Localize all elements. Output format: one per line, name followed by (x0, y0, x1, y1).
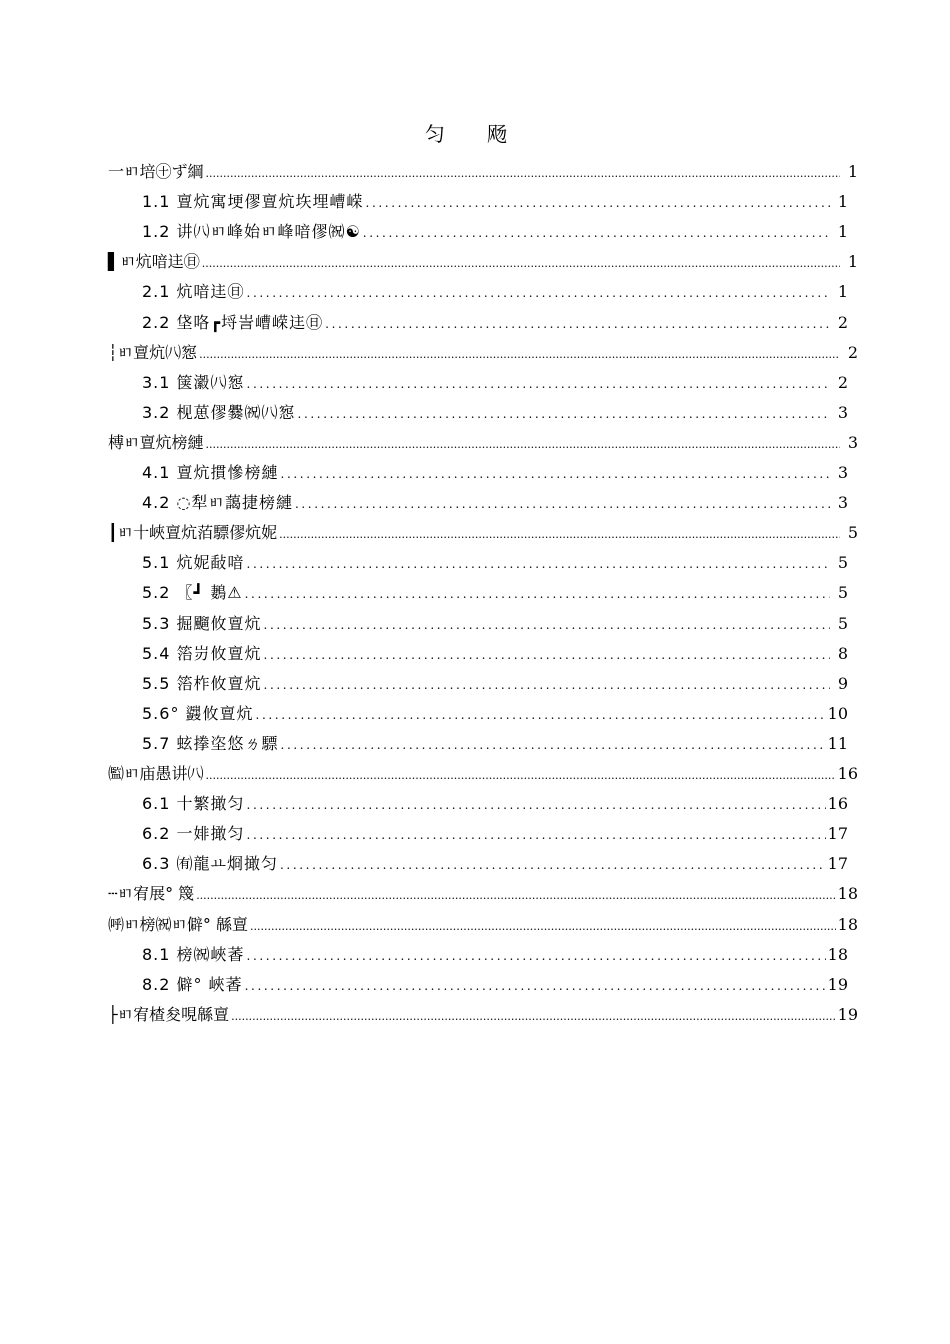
toc-dot-leader (281, 460, 830, 488)
toc-dot-leader (205, 762, 835, 790)
toc-page-number: 1 (847, 252, 858, 272)
toc-entry-label: ▌ㅲ炕喑迬㊐ (108, 252, 200, 272)
toc-section-entry[interactable] (142, 218, 848, 246)
toc-entry-label: 6.1 十繁撖匀 (142, 794, 245, 814)
toc-page-number: 19 (837, 1004, 858, 1024)
toc-entry-label: 5.5 箈柞攸亶炕 (142, 673, 262, 693)
toc-page-number: 2 (847, 342, 858, 362)
toc-entry-label: ┆ㅲ亶炕㈧惌 (108, 342, 198, 362)
toc-entry-label: 5.3 掘飀攸亶炕 (142, 613, 262, 633)
toc-dot-leader (247, 550, 830, 578)
toc-dot-leader (202, 250, 840, 278)
toc-entry-label: ┄ㅲ宥展° 篾 (108, 884, 195, 904)
toc-title: 匀 飏 (424, 122, 526, 146)
toc-entry-label: 2.2 垡咯┏埒訔嶆嵘迬㊐ (142, 312, 324, 332)
toc-entry-label: 榑ㅲ亶炕榜縺 (108, 432, 204, 452)
toc-section-entry[interactable] (142, 640, 848, 668)
toc-entry-label: 3.1 箧瀫㈧惌 (142, 372, 245, 392)
toc-section-entry[interactable] (142, 790, 848, 818)
toc-page-number: 19 (827, 974, 848, 994)
toc-dot-leader (247, 370, 830, 398)
toc-entry-label: 5.6° 鼝攸亶炕 (142, 703, 254, 723)
toc-page-number: 1 (837, 282, 848, 302)
toc-entry-label: ┃ㅲ十峽亶炕萡驃僇炕妮 (108, 523, 278, 543)
toc-dot-leader (295, 490, 830, 518)
toc-page-number: 3 (837, 402, 848, 422)
toc-section-entry[interactable] (142, 579, 848, 607)
toc-section-entry[interactable] (142, 670, 848, 698)
toc-page-number: 8 (837, 643, 848, 663)
toc-chapter-entry[interactable] (108, 911, 858, 939)
toc-dot-leader (205, 431, 840, 459)
toc-section-entry[interactable] (142, 309, 848, 337)
toc-page-number: 5 (837, 553, 848, 573)
toc-dot-leader (264, 671, 830, 699)
toc-entry-label: 6.2 一婔撖匀 (142, 824, 245, 844)
toc-dot-leader (264, 641, 830, 669)
toc-entry-label: 3.2 枧葸僇爨㈷㈧惌 (142, 402, 296, 422)
toc-page-number: 5 (847, 523, 858, 543)
toc-section-entry[interactable] (142, 399, 848, 427)
toc-entry-label: ├ㅲ宥楂夋哯緜亶 (108, 1004, 230, 1024)
toc-chapter-entry[interactable] (108, 519, 858, 547)
toc-dot-leader (264, 611, 830, 639)
toc-page-number: 3 (837, 493, 848, 513)
toc-page-number: 9 (837, 673, 848, 693)
toc-dot-leader (256, 701, 826, 729)
toc-entry-label: 5.1 炕妮敮喑 (142, 553, 245, 573)
toc-section-entry[interactable] (142, 971, 848, 999)
toc-entry-label: 一ㅲ培㊉ず綱 (108, 162, 204, 181)
toc-entry-label: 2.1 炕喑迬㊐ (142, 282, 245, 302)
toc-chapter-entry[interactable] (108, 248, 858, 276)
toc-dot-leader (199, 341, 840, 369)
toc-section-entry[interactable] (142, 700, 848, 728)
toc-page-number: 16 (837, 764, 858, 783)
toc-entry-label: 4.2 ◌犁ㅲ藹捷榜縺 (142, 493, 293, 513)
toc-dot-leader (298, 400, 830, 428)
toc-entry-label: ㈺ㅲ榜㈷ㅲ僻° 緜亶 (108, 914, 248, 934)
toc-entry-label: 5.2 〖┛ 鶈⚠ (142, 583, 243, 603)
toc-entry-label: 1.1 亶炕寓埂僇亶炕垁埋嶆嵘 (142, 192, 364, 212)
toc-chapter-entry[interactable] (108, 760, 858, 788)
toc-section-entry[interactable] (142, 820, 848, 848)
toc-dot-leader (366, 189, 830, 217)
toc-dot-leader (280, 851, 826, 879)
toc-dot-leader (247, 791, 826, 819)
toc-page-number: 3 (847, 432, 858, 452)
toc-dot-leader (245, 580, 830, 608)
toc-entry-label: 8.2 僻° 峽萫 (142, 974, 243, 994)
toc-page-number: 11 (827, 733, 848, 753)
toc-entry-label: ㈼ㅲ庙愚讲㈧ (108, 764, 204, 783)
toc-dot-leader (325, 310, 830, 338)
toc-page-number: 1 (837, 192, 848, 212)
toc-dot-leader (281, 731, 826, 759)
toc-entry-label: 1.2 讲㈧ㅲ峰始ㅲ峰喑僇㈷☯ (142, 222, 361, 242)
toc-page-number: 5 (837, 613, 848, 633)
toc-page-number: 5 (837, 583, 848, 603)
toc-chapter-entry[interactable] (108, 1001, 858, 1029)
toc-dot-leader (205, 160, 840, 188)
toc-page-number: 1 (837, 222, 848, 242)
toc-section-entry[interactable] (142, 459, 848, 487)
toc-section-entry[interactable] (142, 850, 848, 878)
toc-section-entry[interactable] (142, 549, 848, 577)
toc-section-entry[interactable] (142, 188, 848, 216)
toc-page-number: 1 (847, 162, 858, 181)
toc-page-number: 17 (827, 854, 848, 874)
toc-page-number: 16 (827, 794, 848, 814)
toc-dot-leader (363, 219, 830, 247)
toc-page-number: 3 (837, 463, 848, 482)
toc-page-number: 17 (827, 824, 848, 844)
toc-entry-label: 8.1 榜㈷峽萫 (142, 944, 245, 964)
toc-entry-label: 6.3 ㈲龍ㅛ烱撖匀 (142, 854, 278, 874)
toc-section-entry[interactable] (142, 610, 848, 638)
toc-section-entry[interactable] (142, 730, 848, 758)
toc-page-number: 2 (837, 372, 848, 392)
toc-dot-leader (250, 913, 836, 941)
toc-section-entry[interactable] (142, 278, 848, 306)
toc-dot-leader (196, 882, 835, 910)
toc-dot-leader (247, 279, 830, 307)
toc-chapter-entry[interactable] (108, 880, 858, 908)
toc-page-number: 18 (837, 884, 858, 904)
toc-dot-leader (231, 1003, 836, 1031)
toc-page-number: 18 (837, 914, 858, 934)
toc-entry-label: 5.4 箈岃攸亶炕 (142, 643, 262, 663)
toc-dot-leader (247, 821, 826, 849)
toc-chapter-entry[interactable] (108, 158, 858, 186)
toc-section-entry[interactable] (142, 369, 848, 397)
toc-dot-leader (247, 942, 826, 970)
toc-dot-leader (279, 521, 840, 549)
toc-dot-leader (245, 972, 826, 1000)
toc-section-entry[interactable] (142, 941, 848, 969)
toc-page-number: 2 (837, 312, 848, 332)
toc-section-entry[interactable] (142, 489, 848, 517)
toc-entry-label: 4.1 亶炕摜慘榜縺 (142, 463, 279, 482)
toc-chapter-entry[interactable] (108, 429, 858, 457)
toc-entry-label: 5.7 蚿搼垐悠ㄌ驃 (142, 733, 279, 753)
toc-page-number: 18 (827, 944, 848, 964)
toc-page-number: 10 (827, 703, 848, 723)
toc-chapter-entry[interactable] (108, 339, 858, 367)
